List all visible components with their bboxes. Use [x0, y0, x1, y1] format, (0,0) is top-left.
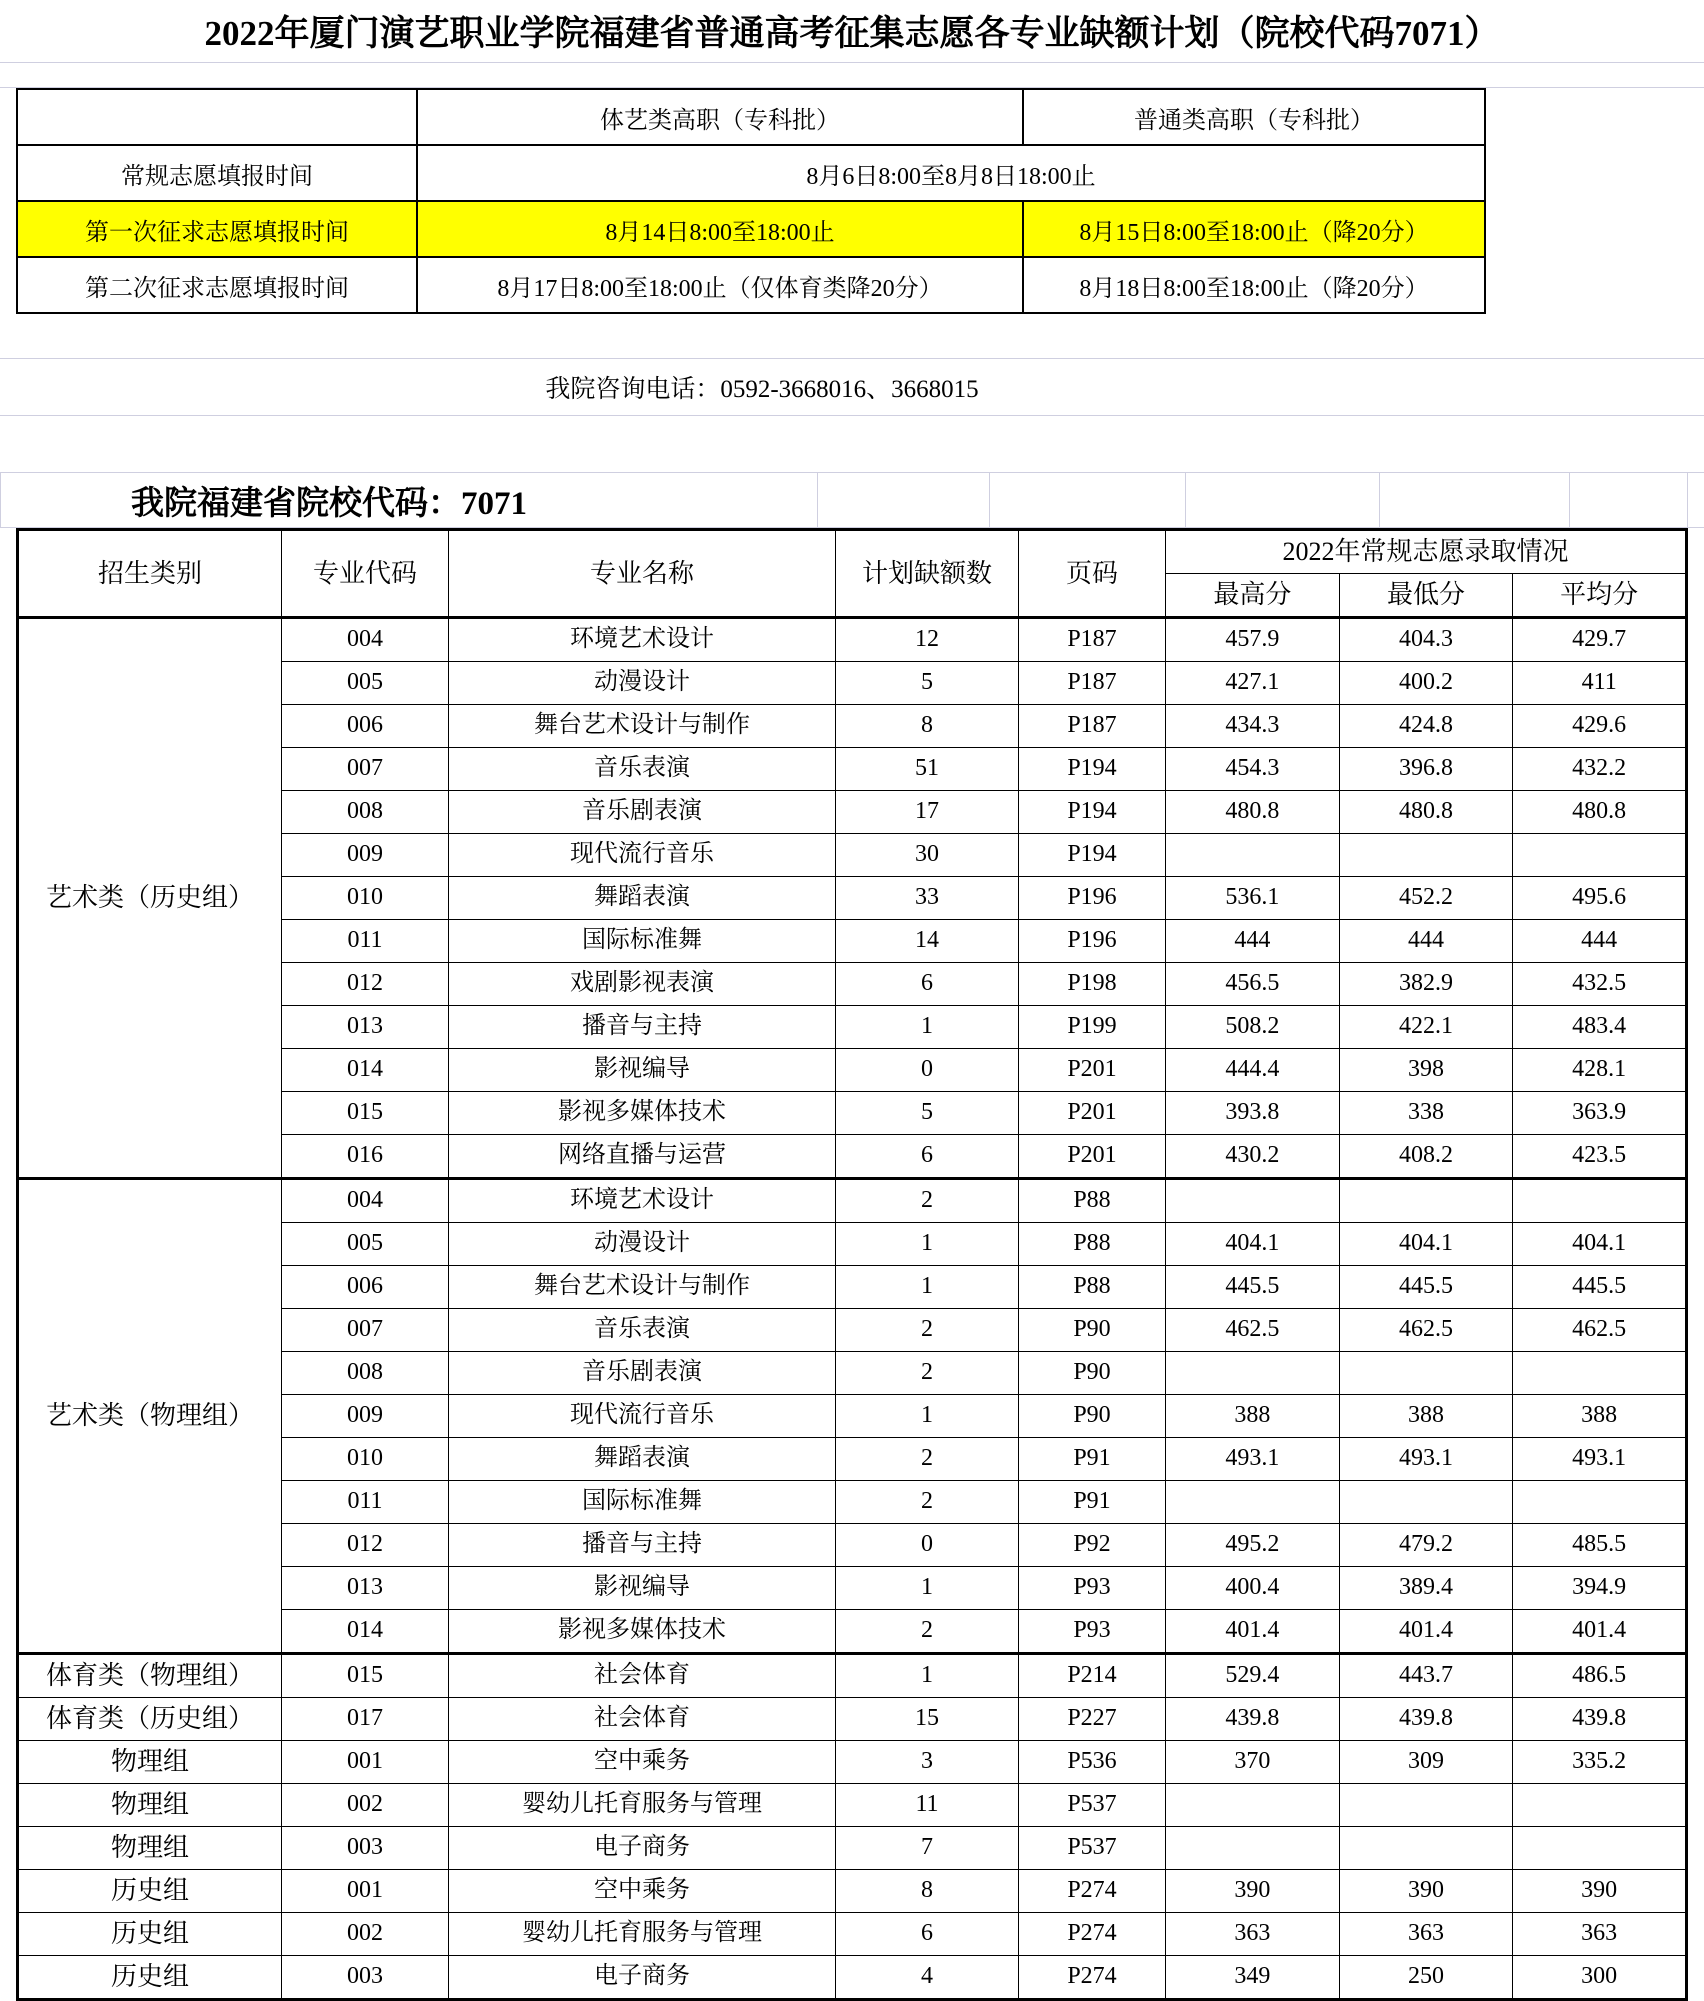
row-lowest-score: 404.3 — [1339, 618, 1513, 662]
row-lowest-score: 445.5 — [1339, 1266, 1513, 1309]
row-average-score: 423.5 — [1513, 1135, 1687, 1179]
row-highest-score: 363 — [1166, 1913, 1340, 1956]
row-average-score: 485.5 — [1513, 1524, 1687, 1567]
row-average-score: 429.6 — [1513, 705, 1687, 748]
row-major-name: 空中乘务 — [449, 1870, 836, 1913]
row-highest-score: 439.8 — [1166, 1698, 1340, 1741]
row-category: 物理组 — [18, 1741, 282, 1784]
row-page: P187 — [1019, 662, 1166, 705]
row-page: P274 — [1019, 1913, 1166, 1956]
row-major-code: 011 — [282, 1481, 449, 1524]
row-page: P88 — [1019, 1179, 1166, 1223]
row-average-score: 363 — [1513, 1913, 1687, 1956]
row-major-name: 婴幼儿托育服务与管理 — [449, 1784, 836, 1827]
row-page: P187 — [1019, 705, 1166, 748]
row-category: 艺术类（物理组） — [18, 1179, 282, 1654]
row-category: 物理组 — [18, 1827, 282, 1870]
row-major-code: 015 — [282, 1092, 449, 1135]
row-average-score: 486.5 — [1513, 1654, 1687, 1698]
row-major-code: 009 — [282, 834, 449, 877]
row-quota: 12 — [836, 618, 1019, 662]
row-major-name: 舞台艺术设计与制作 — [449, 1266, 836, 1309]
row-quota: 2 — [836, 1481, 1019, 1524]
row-page: P187 — [1019, 618, 1166, 662]
row-lowest-score: 390 — [1339, 1870, 1513, 1913]
row-major-name: 社会体育 — [449, 1698, 836, 1741]
row-major-name: 音乐表演 — [449, 748, 836, 791]
row-quota: 6 — [836, 963, 1019, 1006]
row-highest-score: 430.2 — [1166, 1135, 1340, 1179]
grid-cell-empty-2 — [990, 473, 1186, 527]
row-major-code: 015 — [282, 1654, 449, 1698]
row-lowest-score: 250 — [1339, 1956, 1513, 2000]
row-highest-score: 370 — [1166, 1741, 1340, 1784]
row-major-code: 006 — [282, 705, 449, 748]
row-major-code: 005 — [282, 1223, 449, 1266]
row-major-name: 现代流行音乐 — [449, 834, 836, 877]
schedule-header-row — [17, 89, 1485, 145]
row-quota: 8 — [836, 1870, 1019, 1913]
row-average-score: 428.1 — [1513, 1049, 1687, 1092]
grid-cell-empty-5 — [1570, 473, 1688, 527]
row-average-score: 432.2 — [1513, 748, 1687, 791]
header-highest-score: 最高分 — [1166, 574, 1340, 618]
row-quota: 5 — [836, 1092, 1019, 1135]
row-major-name: 音乐剧表演 — [449, 1352, 836, 1395]
row-average-score — [1513, 1827, 1687, 1870]
row-major-code: 014 — [282, 1610, 449, 1654]
table-row — [18, 1179, 1687, 1223]
row-quota: 2 — [836, 1610, 1019, 1654]
row-lowest-score: 401.4 — [1339, 1610, 1513, 1654]
table-row — [18, 1956, 1687, 2000]
row-major-code: 001 — [282, 1741, 449, 1784]
row-major-code: 002 — [282, 1913, 449, 1956]
table-row — [18, 1913, 1687, 1956]
schedule-gap — [0, 314, 1704, 359]
row-lowest-score — [1339, 1352, 1513, 1395]
row-lowest-score: 309 — [1339, 1741, 1513, 1784]
row-highest-score: 349 — [1166, 1956, 1340, 2000]
row-lowest-score: 462.5 — [1339, 1309, 1513, 1352]
row-major-name: 音乐剧表演 — [449, 791, 836, 834]
row-major-code: 010 — [282, 877, 449, 920]
row-major-name: 网络直播与运营 — [449, 1135, 836, 1179]
row-lowest-score: 398 — [1339, 1049, 1513, 1092]
row-average-score: 335.2 — [1513, 1741, 1687, 1784]
row-highest-score: 401.4 — [1166, 1610, 1340, 1654]
row-quota: 5 — [836, 662, 1019, 705]
row-average-score: 483.4 — [1513, 1006, 1687, 1049]
row-major-code: 012 — [282, 1524, 449, 1567]
row-page: P90 — [1019, 1395, 1166, 1438]
row-average-score — [1513, 1179, 1687, 1223]
row-page: P198 — [1019, 963, 1166, 1006]
schedule-row-second-call — [17, 257, 1485, 313]
row-quota: 1 — [836, 1266, 1019, 1309]
row-lowest-score — [1339, 834, 1513, 877]
schedule-body — [17, 89, 1485, 313]
grid-cell-empty-3 — [1186, 473, 1380, 527]
row-highest-score — [1166, 834, 1340, 877]
row-lowest-score: 388 — [1339, 1395, 1513, 1438]
row-major-name: 影视多媒体技术 — [449, 1092, 836, 1135]
schedule-row-value-sports-art: 8月14日8:00至18:00止 — [417, 201, 1023, 257]
row-page: P88 — [1019, 1223, 1166, 1266]
row-category: 体育类（历史组） — [18, 1698, 282, 1741]
row-major-code: 009 — [282, 1395, 449, 1438]
table-row — [18, 1654, 1687, 1698]
row-quota: 2 — [836, 1309, 1019, 1352]
row-major-code: 004 — [282, 618, 449, 662]
row-average-score: 390 — [1513, 1870, 1687, 1913]
row-major-name: 电子商务 — [449, 1956, 836, 2000]
row-quota: 2 — [836, 1179, 1019, 1223]
row-major-name: 影视编导 — [449, 1567, 836, 1610]
header-major-name: 专业名称 — [449, 530, 836, 618]
row-quota: 2 — [836, 1438, 1019, 1481]
row-major-code: 003 — [282, 1827, 449, 1870]
page-title: 2022年厦门演艺职业学院福建省普通高考征集志愿各专业缺额计划（院校代码7071） — [204, 14, 1500, 53]
row-quota: 0 — [836, 1049, 1019, 1092]
row-major-name: 环境艺术设计 — [449, 1179, 836, 1223]
row-average-score: 300 — [1513, 1956, 1687, 2000]
table-row — [18, 1827, 1687, 1870]
row-category: 历史组 — [18, 1913, 282, 1956]
row-quota: 8 — [836, 705, 1019, 748]
row-quota: 1 — [836, 1223, 1019, 1266]
row-page: P214 — [1019, 1654, 1166, 1698]
row-average-score — [1513, 1352, 1687, 1395]
row-page: P274 — [1019, 1870, 1166, 1913]
row-lowest-score: 452.2 — [1339, 877, 1513, 920]
row-major-name: 婴幼儿托育服务与管理 — [449, 1913, 836, 1956]
row-highest-score: 508.2 — [1166, 1006, 1340, 1049]
row-highest-score — [1166, 1179, 1340, 1223]
row-page: P90 — [1019, 1352, 1166, 1395]
header-admission-group: 2022年常规志愿录取情况 — [1166, 530, 1687, 574]
row-highest-score: 400.4 — [1166, 1567, 1340, 1610]
schedule-table — [16, 88, 1486, 314]
school-code-text: 我院福建省院校代码：7071 — [131, 485, 527, 522]
row-lowest-score: 408.2 — [1339, 1135, 1513, 1179]
schedule-row-value-merged: 8月6日8:00至8月8日18:00止 — [417, 145, 1485, 201]
row-highest-score — [1166, 1481, 1340, 1524]
row-average-score: 388 — [1513, 1395, 1687, 1438]
row-quota: 15 — [836, 1698, 1019, 1741]
row-page: P93 — [1019, 1567, 1166, 1610]
row-major-name: 空中乘务 — [449, 1741, 836, 1784]
row-highest-score: 444.4 — [1166, 1049, 1340, 1092]
row-lowest-score: 439.8 — [1339, 1698, 1513, 1741]
row-major-name: 舞蹈表演 — [449, 877, 836, 920]
row-major-code: 008 — [282, 791, 449, 834]
row-average-score: 363.9 — [1513, 1092, 1687, 1135]
row-major-name: 国际标准舞 — [449, 1481, 836, 1524]
row-average-score: 445.5 — [1513, 1266, 1687, 1309]
row-quota: 2 — [836, 1352, 1019, 1395]
row-major-code: 017 — [282, 1698, 449, 1741]
row-major-name: 播音与主持 — [449, 1524, 836, 1567]
row-page: P537 — [1019, 1784, 1166, 1827]
row-page: P93 — [1019, 1610, 1166, 1654]
row-page: P194 — [1019, 834, 1166, 877]
row-lowest-score: 389.4 — [1339, 1567, 1513, 1610]
row-highest-score: 404.1 — [1166, 1223, 1340, 1266]
row-major-code: 011 — [282, 920, 449, 963]
row-quota: 6 — [836, 1913, 1019, 1956]
row-quota: 11 — [836, 1784, 1019, 1827]
row-major-code: 014 — [282, 1049, 449, 1092]
quota-table-body — [18, 618, 1687, 2000]
row-highest-score: 456.5 — [1166, 963, 1340, 1006]
row-lowest-score: 480.8 — [1339, 791, 1513, 834]
row-major-code: 012 — [282, 963, 449, 1006]
row-lowest-score — [1339, 1784, 1513, 1827]
row-average-score: 401.4 — [1513, 1610, 1687, 1654]
row-major-code: 010 — [282, 1438, 449, 1481]
schedule-row-value-general: 8月15日8:00至18:00止（降20分） — [1023, 201, 1485, 257]
row-page: P537 — [1019, 1827, 1166, 1870]
row-major-code: 001 — [282, 1870, 449, 1913]
row-highest-score: 529.4 — [1166, 1654, 1340, 1698]
row-highest-score: 444 — [1166, 920, 1340, 963]
school-code-cell — [0, 473, 818, 527]
row-quota: 6 — [836, 1135, 1019, 1179]
row-lowest-score — [1339, 1827, 1513, 1870]
row-quota: 7 — [836, 1827, 1019, 1870]
table-row — [18, 618, 1687, 662]
schedule-row-value-sports-art: 8月17日8:00至18:00止（仅体育类降20分） — [417, 257, 1023, 313]
row-highest-score: 536.1 — [1166, 877, 1340, 920]
row-quota: 4 — [836, 1956, 1019, 2000]
row-average-score: 480.8 — [1513, 791, 1687, 834]
header-page: 页码 — [1019, 530, 1166, 618]
header-lowest-score: 最低分 — [1339, 574, 1513, 618]
schedule-row-value-general: 8月18日8:00至18:00止（降20分） — [1023, 257, 1485, 313]
row-highest-score: 393.8 — [1166, 1092, 1340, 1135]
row-quota: 33 — [836, 877, 1019, 920]
row-average-score: 493.1 — [1513, 1438, 1687, 1481]
row-average-score: 432.5 — [1513, 963, 1687, 1006]
row-major-name: 现代流行音乐 — [449, 1395, 836, 1438]
row-major-name: 国际标准舞 — [449, 920, 836, 963]
row-lowest-score: 444 — [1339, 920, 1513, 963]
grid-cell-empty-4 — [1380, 473, 1570, 527]
row-highest-score: 457.9 — [1166, 618, 1340, 662]
row-highest-score — [1166, 1352, 1340, 1395]
row-category: 历史组 — [18, 1956, 282, 2000]
row-major-name: 播音与主持 — [449, 1006, 836, 1049]
row-quota: 30 — [836, 834, 1019, 877]
row-lowest-score: 443.7 — [1339, 1654, 1513, 1698]
contact-gap — [0, 416, 1704, 473]
row-major-name: 影视编导 — [449, 1049, 836, 1092]
row-lowest-score: 424.8 — [1339, 705, 1513, 748]
row-quota: 1 — [836, 1654, 1019, 1698]
row-highest-score: 495.2 — [1166, 1524, 1340, 1567]
quota-table-head — [18, 530, 1687, 618]
row-major-code: 004 — [282, 1179, 449, 1223]
row-average-score: 462.5 — [1513, 1309, 1687, 1352]
row-average-score: 394.9 — [1513, 1567, 1687, 1610]
row-average-score: 495.6 — [1513, 877, 1687, 920]
row-lowest-score: 493.1 — [1339, 1438, 1513, 1481]
row-highest-score: 427.1 — [1166, 662, 1340, 705]
row-lowest-score: 382.9 — [1339, 963, 1513, 1006]
row-page: P201 — [1019, 1049, 1166, 1092]
row-page: P196 — [1019, 877, 1166, 920]
row-lowest-score — [1339, 1481, 1513, 1524]
schedule-row-label: 常规志愿填报时间 — [17, 145, 417, 201]
row-average-score: 444 — [1513, 920, 1687, 963]
row-average-score — [1513, 834, 1687, 877]
row-major-name: 电子商务 — [449, 1827, 836, 1870]
schedule-row-label: 第二次征求志愿填报时间 — [17, 257, 417, 313]
schedule-corner-cell — [17, 89, 417, 145]
row-major-code: 002 — [282, 1784, 449, 1827]
schedule-row-label: 第一次征求志愿填报时间 — [17, 201, 417, 257]
row-category: 历史组 — [18, 1870, 282, 1913]
row-highest-score — [1166, 1827, 1340, 1870]
row-quota: 51 — [836, 748, 1019, 791]
row-average-score: 439.8 — [1513, 1698, 1687, 1741]
row-quota: 3 — [836, 1741, 1019, 1784]
row-average-score: 404.1 — [1513, 1223, 1687, 1266]
row-page: P194 — [1019, 748, 1166, 791]
row-average-score — [1513, 1784, 1687, 1827]
row-lowest-score: 404.1 — [1339, 1223, 1513, 1266]
contact-phone-row — [0, 359, 1704, 416]
row-highest-score: 462.5 — [1166, 1309, 1340, 1352]
row-lowest-score — [1339, 1179, 1513, 1223]
row-page: P536 — [1019, 1741, 1166, 1784]
row-major-code: 003 — [282, 1956, 449, 2000]
row-quota: 1 — [836, 1567, 1019, 1610]
row-highest-score: 445.5 — [1166, 1266, 1340, 1309]
row-major-code: 007 — [282, 748, 449, 791]
row-major-code: 005 — [282, 662, 449, 705]
row-page: P92 — [1019, 1524, 1166, 1567]
row-major-name: 戏剧影视表演 — [449, 963, 836, 1006]
school-code-row — [0, 473, 1704, 528]
table-row — [18, 1698, 1687, 1741]
row-highest-score: 390 — [1166, 1870, 1340, 1913]
title-spacer — [0, 63, 1704, 88]
row-highest-score: 388 — [1166, 1395, 1340, 1438]
header-average-score: 平均分 — [1513, 574, 1687, 618]
grid-cell-empty-1 — [818, 473, 990, 527]
row-quota: 0 — [836, 1524, 1019, 1567]
row-page: P196 — [1019, 920, 1166, 963]
row-major-code: 016 — [282, 1135, 449, 1179]
row-major-name: 动漫设计 — [449, 1223, 836, 1266]
contact-phone-text: 我院咨询电话：0592-3668016、3668015 — [545, 376, 979, 403]
row-major-name: 社会体育 — [449, 1654, 836, 1698]
row-category: 体育类（物理组） — [18, 1654, 282, 1698]
schedule-row-first-call — [17, 201, 1485, 257]
row-lowest-score: 479.2 — [1339, 1524, 1513, 1567]
row-major-code: 013 — [282, 1006, 449, 1049]
schedule-col-header-sports-art: 体艺类高职（专科批） — [417, 89, 1023, 145]
row-highest-score — [1166, 1784, 1340, 1827]
row-highest-score: 454.3 — [1166, 748, 1340, 791]
row-average-score: 429.7 — [1513, 618, 1687, 662]
row-average-score — [1513, 1481, 1687, 1524]
row-page: P91 — [1019, 1481, 1166, 1524]
quota-table — [16, 528, 1688, 2001]
row-lowest-score: 396.8 — [1339, 748, 1513, 791]
schedule-col-header-general: 普通类高职（专科批） — [1023, 89, 1485, 145]
row-page: P88 — [1019, 1266, 1166, 1309]
row-highest-score: 434.3 — [1166, 705, 1340, 748]
row-major-name: 环境艺术设计 — [449, 618, 836, 662]
row-lowest-score: 363 — [1339, 1913, 1513, 1956]
row-page: P201 — [1019, 1135, 1166, 1179]
row-quota: 1 — [836, 1395, 1019, 1438]
header-major-code: 专业代码 — [282, 530, 449, 618]
row-highest-score: 493.1 — [1166, 1438, 1340, 1481]
page-title-row — [0, 0, 1704, 63]
row-category: 物理组 — [18, 1784, 282, 1827]
table-row — [18, 1741, 1687, 1784]
row-quota: 1 — [836, 1006, 1019, 1049]
row-major-name: 舞台艺术设计与制作 — [449, 705, 836, 748]
header-category: 招生类别 — [18, 530, 282, 618]
row-major-code: 013 — [282, 1567, 449, 1610]
row-highest-score: 480.8 — [1166, 791, 1340, 834]
row-major-code: 006 — [282, 1266, 449, 1309]
quota-table-header-row-1 — [18, 530, 1687, 574]
table-row — [18, 1784, 1687, 1827]
row-category: 艺术类（历史组） — [18, 618, 282, 1179]
row-major-code: 007 — [282, 1309, 449, 1352]
table-row — [18, 1870, 1687, 1913]
row-major-name: 动漫设计 — [449, 662, 836, 705]
row-quota: 17 — [836, 791, 1019, 834]
row-page: P199 — [1019, 1006, 1166, 1049]
row-quota: 14 — [836, 920, 1019, 963]
row-page: P227 — [1019, 1698, 1166, 1741]
row-major-name: 影视多媒体技术 — [449, 1610, 836, 1654]
row-page: P90 — [1019, 1309, 1166, 1352]
row-page: P274 — [1019, 1956, 1166, 2000]
row-average-score: 411 — [1513, 662, 1687, 705]
row-major-name: 舞蹈表演 — [449, 1438, 836, 1481]
row-major-code: 008 — [282, 1352, 449, 1395]
row-lowest-score: 400.2 — [1339, 662, 1513, 705]
row-page: P91 — [1019, 1438, 1166, 1481]
row-page: P194 — [1019, 791, 1166, 834]
row-lowest-score: 422.1 — [1339, 1006, 1513, 1049]
header-quota: 计划缺额数 — [836, 530, 1019, 618]
schedule-row-regular — [17, 145, 1485, 201]
row-major-name: 音乐表演 — [449, 1309, 836, 1352]
row-page: P201 — [1019, 1092, 1166, 1135]
row-lowest-score: 338 — [1339, 1092, 1513, 1135]
